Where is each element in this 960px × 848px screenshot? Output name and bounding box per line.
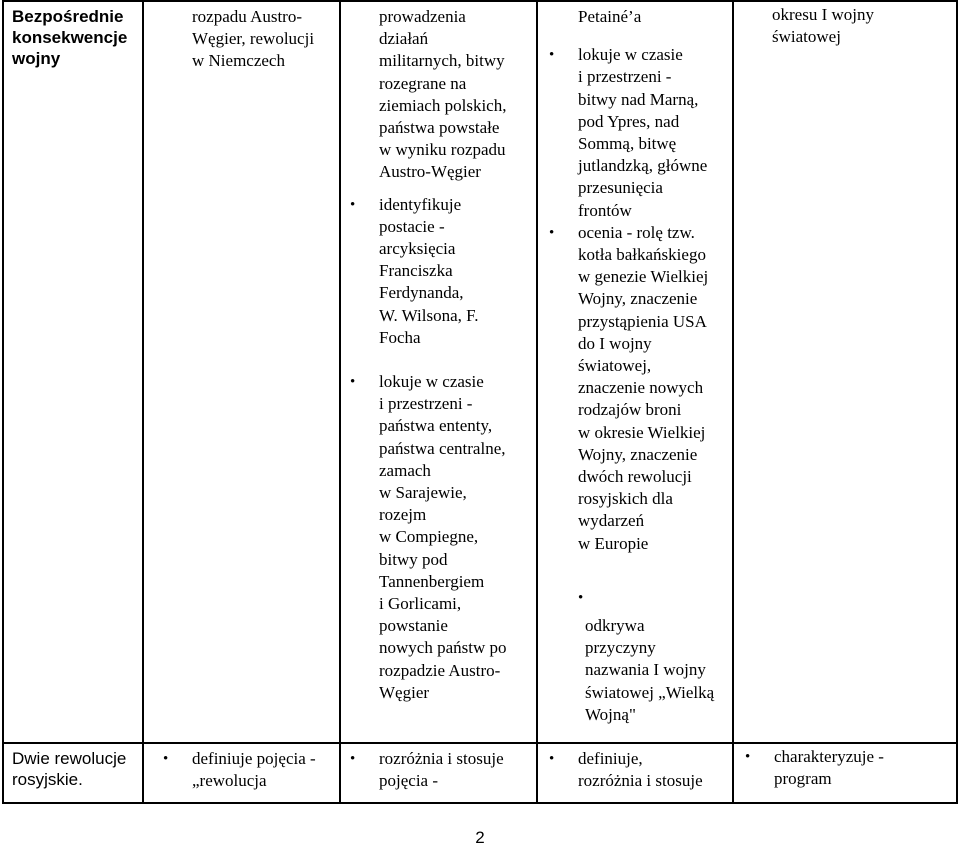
grade-2-cell bbox=[143, 743, 340, 803]
grade-4-last-text: odkrywa przyczyny nazwania I wojny światowej „Wielką Wojną" bbox=[585, 616, 715, 724]
list-item: • rozróżnia i stosuje pojęcia - bbox=[379, 748, 536, 792]
page-number: 2 bbox=[475, 828, 485, 847]
grade-2-cell bbox=[143, 1, 340, 743]
grade-2-text: rozpadu Austro- Węgier, rewolucji w Niemczech bbox=[192, 7, 315, 71]
grade-4-last-item bbox=[578, 589, 732, 726]
grade-4-intro: Petainé’a bbox=[578, 7, 642, 26]
list-item: • identyfikuje postacie - arcyksięcia Franciszka Ferdynanda, W. Wilsona, F. Focha bbox=[379, 194, 536, 349]
grade-3-cell bbox=[340, 743, 537, 803]
grade-3-cell bbox=[340, 1, 537, 743]
list-item: • lokuje w czasie i przestrzeni - bitwy nad Marną, pod Ypres, nad Sommą, bitwę jutlandzką, główne przesunięcia frontów bbox=[578, 44, 732, 222]
grade-5-cell bbox=[733, 743, 957, 803]
grade-5-list bbox=[774, 746, 956, 790]
grade-4-list bbox=[578, 44, 732, 555]
list-item: • ocenia - rolę tzw. kotła bałkańskiego w genezie Wielkiej Wojny, znaczenie przystąpienia USA do I wojny światowej, znaczenie nowych rodzajów broni w okresie Wielkiej Wojny, znaczenie dwóch rewolucji rosyjskich dla wydarzeń w Europie bbox=[578, 222, 732, 555]
table-row bbox=[3, 1, 957, 743]
list-item: • charakteryzuje - program bbox=[774, 746, 956, 790]
curriculum-table bbox=[2, 0, 958, 804]
grade-4-cell bbox=[537, 1, 733, 743]
list-item: • definiuje pojęcia - „rewolucja bbox=[192, 748, 339, 792]
table-row bbox=[3, 743, 957, 803]
bullet-icon: • bbox=[578, 589, 584, 606]
topic-title: Bezpośrednie konsekwencje wojny bbox=[12, 7, 128, 68]
topic-title: Dwie rewolucje rosyjskie. bbox=[12, 749, 127, 789]
grade-4-list bbox=[578, 748, 732, 792]
list-item: • lokuje w czasie i przestrzeni - państwa ententy, państwa centralne, zamach w Sarajewie, rozejm w Compiegne, bitwy pod Tannenbergiem i Gorlicami, powstanie nowych państw po rozpadzie Austro- Węgier bbox=[379, 371, 536, 704]
topic-cell bbox=[3, 743, 143, 803]
topic-cell bbox=[3, 1, 143, 743]
grade-3-list bbox=[379, 748, 536, 792]
grade-5-text: okresu I wojny światowej bbox=[772, 5, 874, 47]
grade-3-list bbox=[379, 194, 536, 704]
grade-2-list bbox=[192, 748, 339, 792]
list-item: • definiuje, rozróżnia i stosuje bbox=[578, 748, 732, 792]
grade-3-intro: prowadzenia działań militarnych, bitwy rozegrane na ziemiach polskich, państwa powstałe w wyniku rozpadu Austro-Węgier bbox=[379, 7, 507, 182]
grade-4-cell bbox=[537, 743, 733, 803]
grade-5-cell bbox=[733, 1, 957, 743]
